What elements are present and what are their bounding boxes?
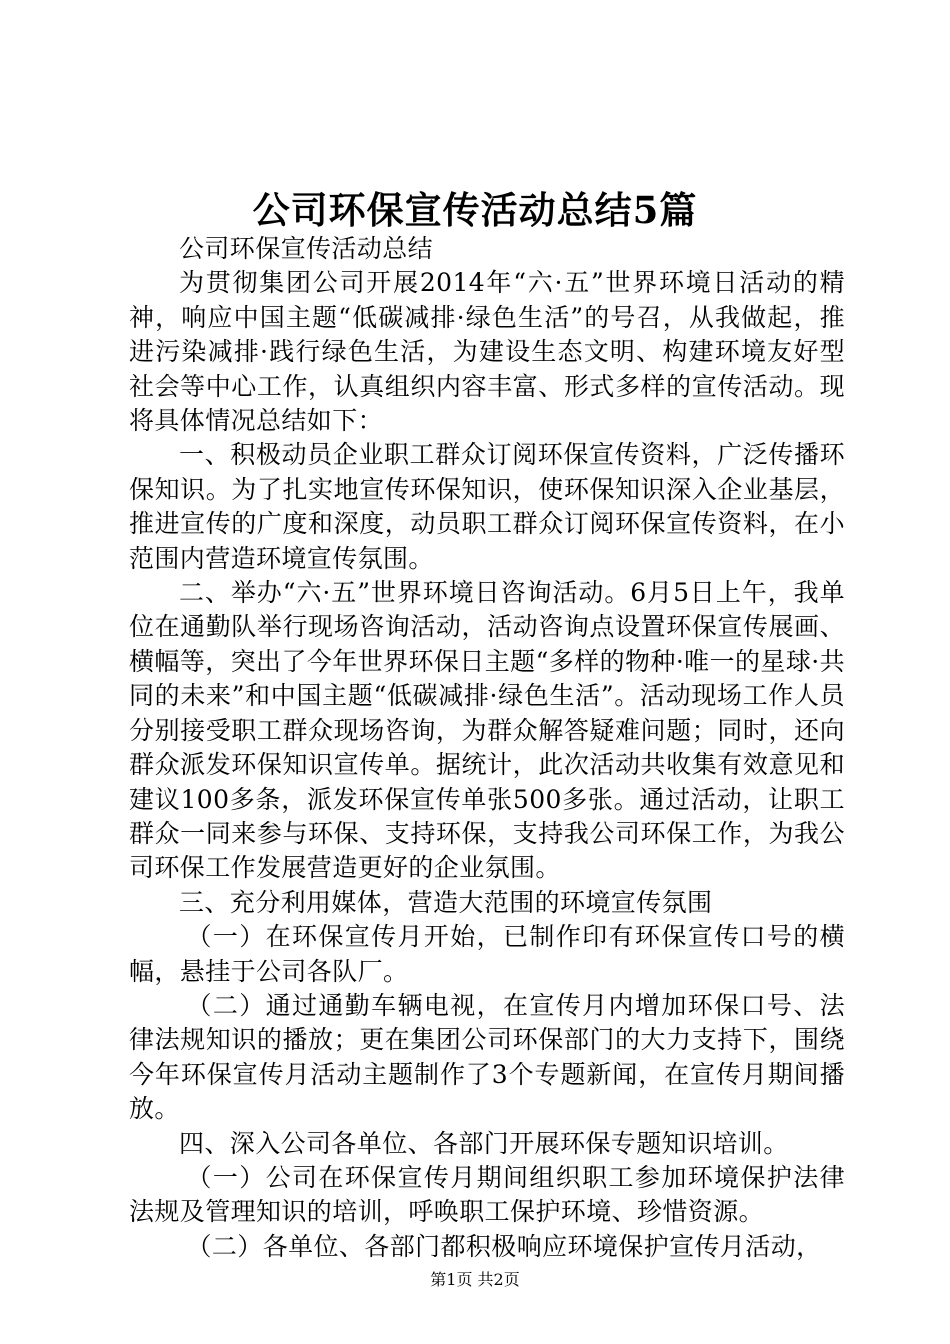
page-footer: 第1页 共2页 — [430, 1270, 520, 1289]
paragraph-section-4-item-1: （一）公司在环保宣传月期间组织职工参加环境保护法律法规及管理知识的培训，呼唤职工保护环境、珍惜资源。 — [129, 1162, 845, 1227]
paragraph-section-3-item-1: （一）在环保宣传月开始，已制作印有环保宣传口号的横幅，悬挂于公司各队厂。 — [129, 922, 845, 986]
paragraph-section-3-item-2: （二）通过通勤车辆电视，在宣传月内增加环保口号、法律法规知识的播放；更在集团公司环保部门的大力支持下，围绕今年环保宣传月活动主题制作了3个专题新闻，在宣传月期间播放。 — [129, 990, 845, 1124]
paragraph-section-1: 一、积极动员企业职工群众订阅环保宣传资料，广泛传播环保知识。为了扎实地宣传环保知识，使环保知识深入企业基层，推进宣传的广度和深度，动员职工群众订阅环保宣传资料，在小范围内营造环境宣传氛围。 — [129, 440, 845, 573]
paragraph-section-2: 二、举办“六·五”世界环境日咨询活动。6月5日上午，我单位在通勤队举行现场咨询活动，活动咨询点设置环保宣传展画、横幅等，突出了今年世界环保日主题“多样的物种·唯一的星球·共同的未来”和中国主题“低碳减排·绿色生活”。活动现场工作人员分别接受职工群众现场咨询，为群众解答疑难问题；同时，还向群众派发环保知识宣传单。据统计，此次活动共收集有效意见和建议100多条，派发环保宣传单张500多张。通过活动，让职工群众一同来参与环保、支持环保，支持我公司环保工作，为我公司环保工作发展营造更好的企业氛围。 — [129, 578, 845, 883]
paragraph-section-4-heading: 四、深入公司各单位、各部门开展环保专题知识培训。 — [179, 1128, 789, 1158]
paragraph-section-3-heading: 三、充分利用媒体，营造大范围的环境宣传氛围 — [179, 887, 713, 917]
document-body — [129, 232, 845, 1264]
paragraph-section-4-item-2: （二）各单位、各部门都积极响应环境保护宣传月活动， — [186, 1231, 822, 1261]
document-title: 公司环保宣传活动总结5篇 — [252, 188, 698, 232]
paragraph-subtitle: 公司环保宣传活动总结 — [179, 234, 434, 263]
paragraph-intro: 为贯彻集团公司开展2014年“六·五”世界环境日活动的精神，响应中国主题“低碳减排·绿色生活”的号召，从我做起，推进污染减排·践行绿色生活，为建设生态文明、构建环境友好型社会等中心工作，认真组织内容丰富、形式多样的宣传活动。现将具体情况总结如下： — [129, 268, 845, 436]
